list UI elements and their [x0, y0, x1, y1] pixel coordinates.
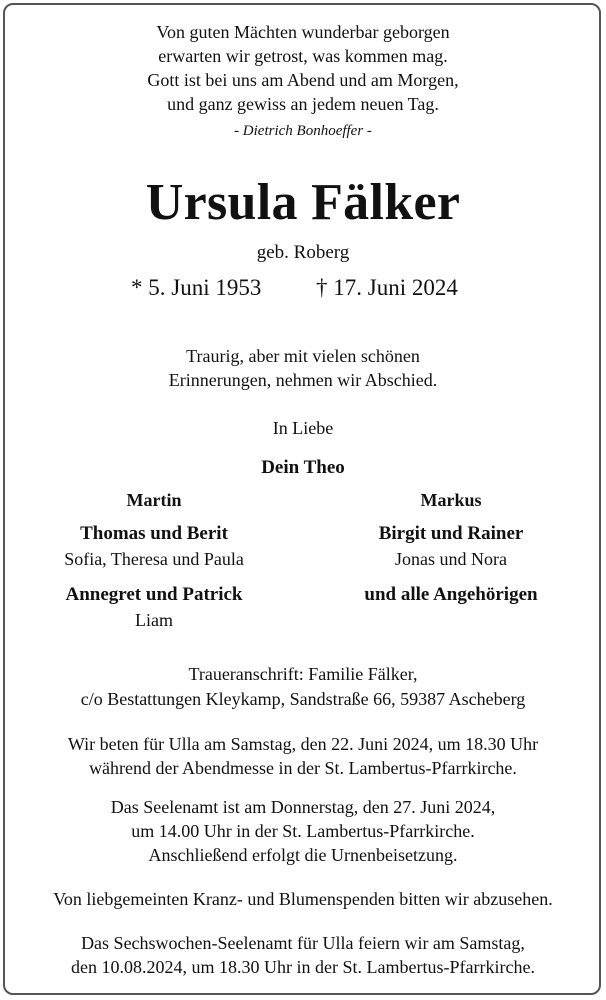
poem-line-1: Von guten Mächten wunderbar geborgen: [156, 22, 450, 42]
couple-left-1: Thomas und Berit: [80, 523, 228, 544]
children-left-1: Sofia, Theresa und Paula: [64, 549, 244, 569]
poem-line-2: erwarten wir getrost, was kommen mag.: [158, 46, 448, 66]
deceased-name: Ursula Fälker: [145, 174, 461, 231]
flowers-note: Von liebgemeinten Kranz- und Blumenspenden bitten wir abzusehen.: [53, 889, 553, 909]
address-line-1: Traueranschrift: Familie Fälker,: [188, 664, 418, 684]
farewell-line-1: Traurig, aber mit vielen schönen: [186, 346, 420, 366]
six-weeks-line-1: Das Sechswochen-Seelenamt für Ulla feiern wir am Samstag,: [81, 933, 525, 953]
maiden-name: geb. Roberg: [256, 242, 350, 263]
requiem-line-2: um 14.00 Uhr in der St. Lambertus-Pfarrkirche.: [131, 821, 475, 841]
poem-author: - Dietrich Bonhoeffer -: [234, 123, 372, 139]
farewell-line-2: Erinnerungen, nehmen wir Abschied.: [168, 370, 438, 390]
address-line-2: c/o Bestattungen Kleykamp, Sandstraße 66, 59387 Ascheberg: [80, 689, 526, 709]
other-relatives: und alle Angehörigen: [364, 584, 538, 605]
prayer-line-2: während der Abendmesse in der St. Lambertus-Pfarrkirche.: [89, 758, 517, 778]
six-weeks-line-2: den 10.08.2024, um 18.30 Uhr in der St. Lambertus-Pfarrkirche.: [71, 957, 535, 977]
son-left: Martin: [126, 490, 182, 510]
birth-date: * 5. Juni 1953: [131, 275, 262, 300]
requiem-line-3: Anschließend erfolgt die Urnenbeisetzung.: [148, 845, 458, 865]
couple-right-1: Birgit und Rainer: [378, 523, 524, 544]
poem-line-4: und ganz gewiss an jedem neuen Tag.: [167, 94, 439, 114]
children-left-2: Liam: [135, 610, 173, 630]
death-date: † 17. Juni 2024: [316, 275, 458, 300]
prayer-line-1: Wir beten für Ulla am Samstag, den 22. Juni 2024, um 18.30 Uhr: [67, 734, 539, 754]
children-right-1: Jonas und Nora: [395, 549, 507, 569]
son-right: Markus: [420, 490, 482, 510]
couple-left-2: Annegret und Patrick: [65, 584, 243, 605]
requiem-line-1: Das Seelenamt ist am Donnerstag, den 27. Juni 2024,: [110, 797, 496, 817]
spouse-name: Dein Theo: [261, 457, 345, 478]
poem-line-3: Gott ist bei uns am Abend und am Morgen,: [147, 70, 459, 90]
in-love-text: In Liebe: [272, 418, 334, 438]
